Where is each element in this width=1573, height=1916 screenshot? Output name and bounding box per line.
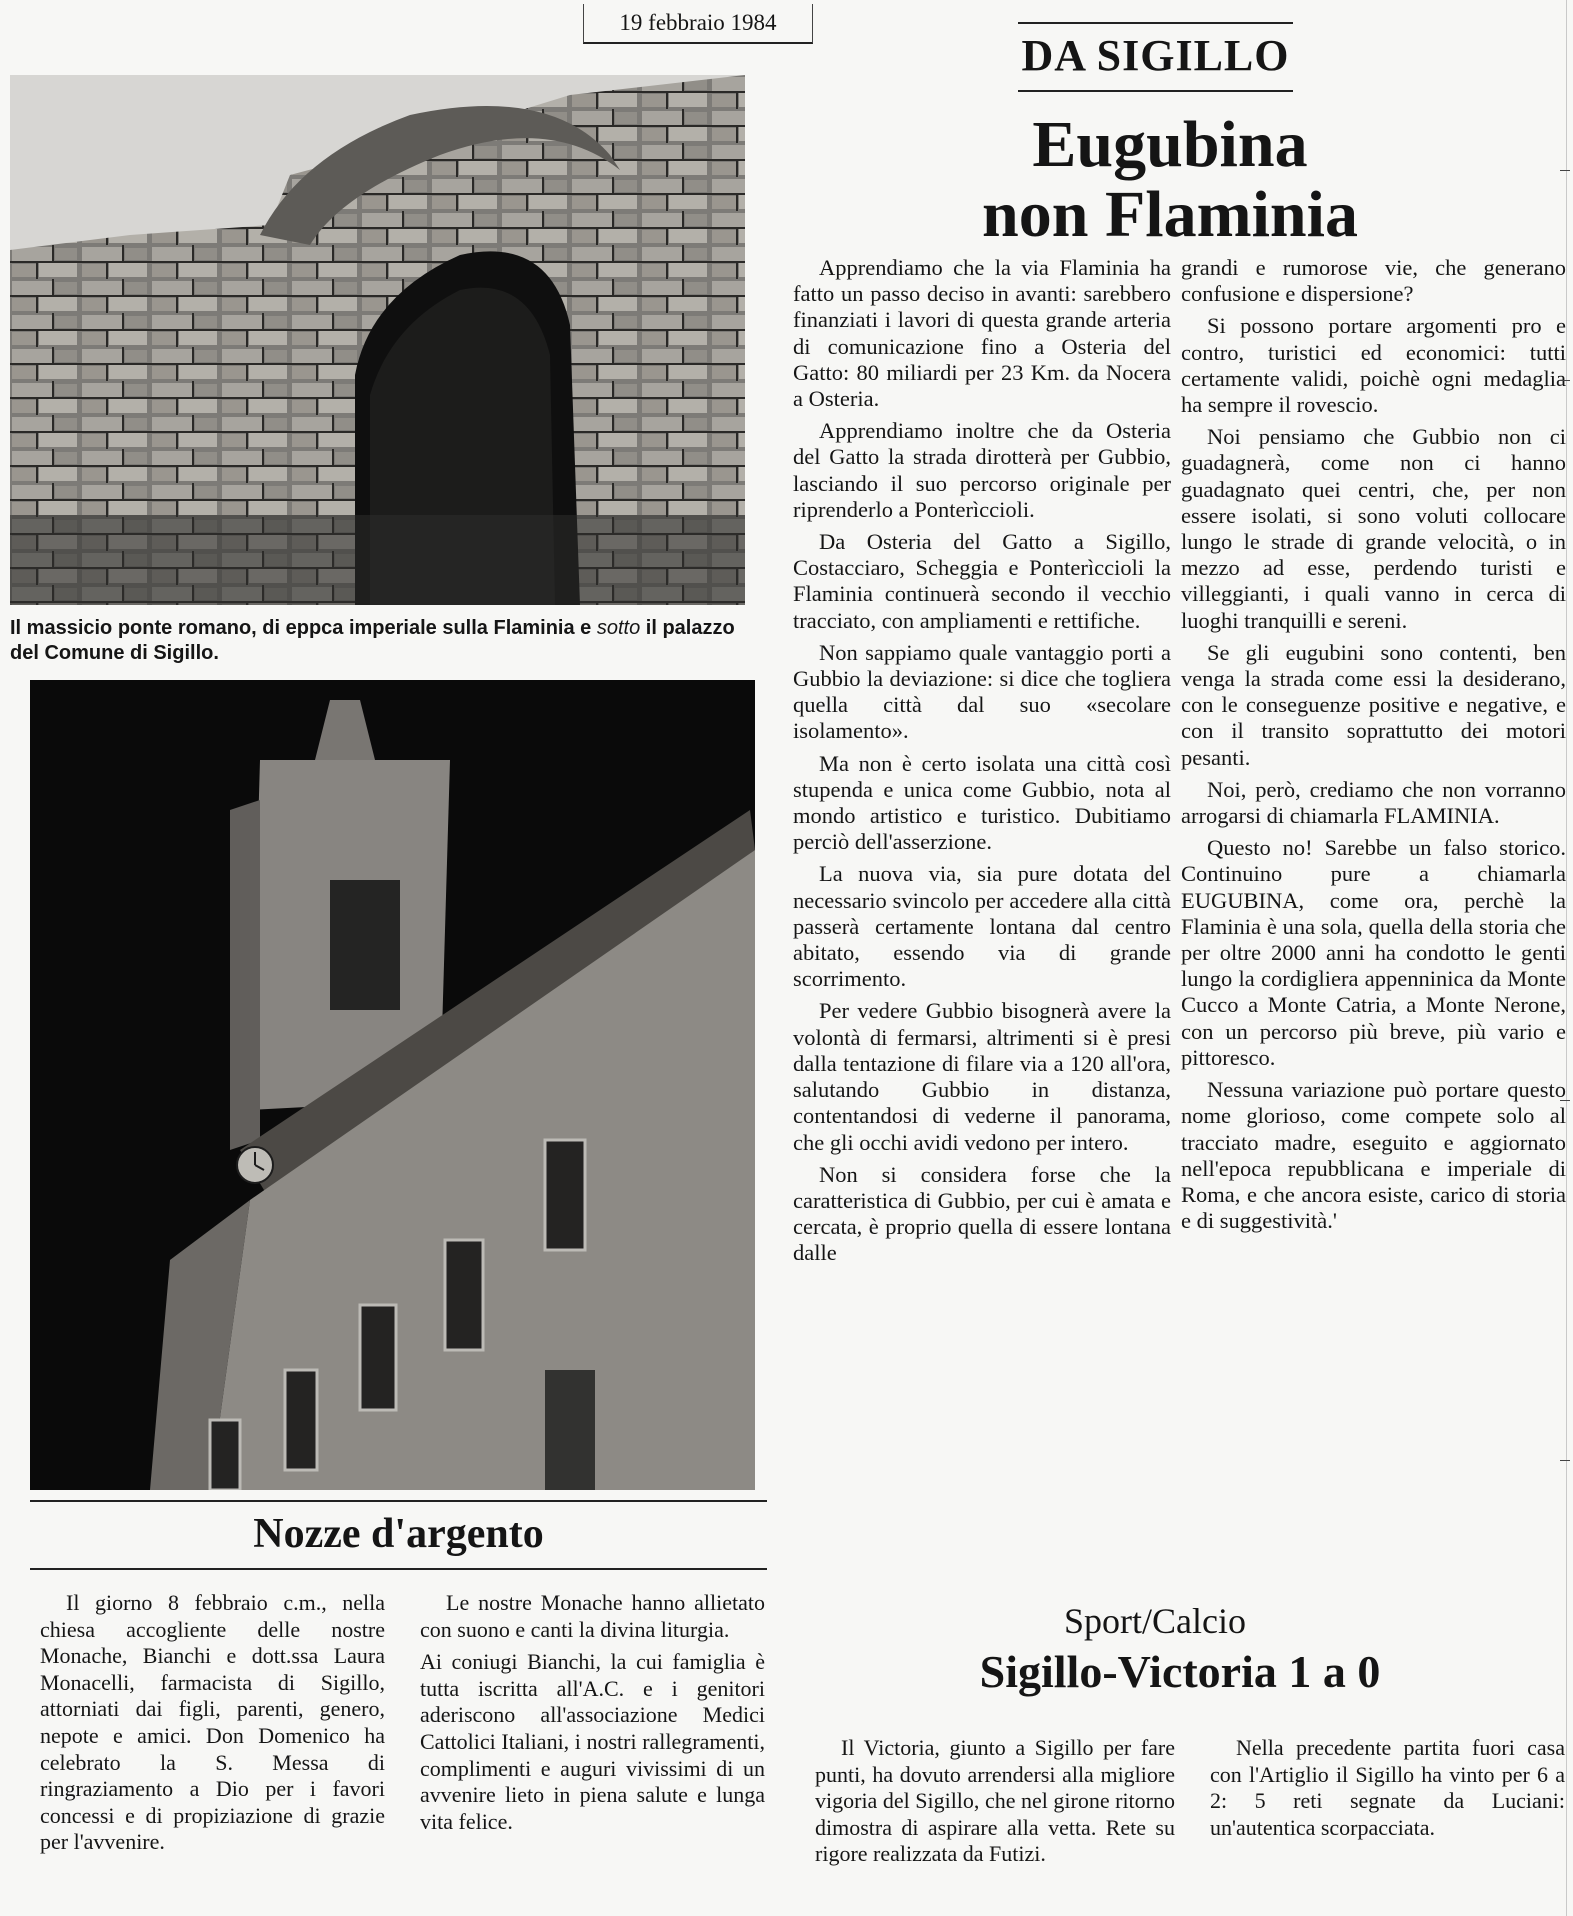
headline-line-1: Eugubina <box>1032 108 1308 181</box>
caption-text-1: Il massicio ponte romano, di eppca imperiale sulla Flaminia e <box>10 617 597 639</box>
article-paragraph: Ma non è certo isolata una città così stupenda e unica come Gubbio, nota al mondo artistico e turistico. Dubitiamo perciò dell'asserzione. <box>793 750 1171 855</box>
page-edge <box>1566 0 1567 1916</box>
headline-line-2: non Flaminia <box>982 178 1358 251</box>
sport-column-2 <box>1210 1735 1565 1847</box>
article-paragraph: Apprendiamo che la via Flaminia ha fatto un passo deciso in avanti: sarebbero finanziati i lavori di questa grande arteria di comunicazione fino a Osteria del Gatto: 80 miliardi per 23 Km. da Nocera a Osteria. <box>793 255 1171 412</box>
town-hall-image <box>30 680 755 1490</box>
article-paragraph: Per vedere Gubbio bisognerà avere la volontà di fermarsi, altrimenti si è presi dalla tentazione di filare via a 120 all'ora, salutando Gubbio in distanza, contentandosi di vederne il panorama, che gli occhi avidi vedono per intero. <box>793 998 1171 1155</box>
sport-paragraph: Il Victoria, giunto a Sigillo per fare punti, ha dovuto arrendersi alla migliore vigoria del Sigillo, che nel girone ritorno dimostra di aspirare alla vetta. Rete su rigore realizzata da Futizi. <box>815 1735 1175 1867</box>
sport-kicker: Sport/Calcio <box>1064 1601 1246 1641</box>
nozze-paragraph: Le nostre Monache hanno allietato con suono e canti la divina liturgia. <box>420 1590 765 1642</box>
caption-text-2: il palazzo del Comune di Sigillo. <box>10 617 735 664</box>
town-hall-photo <box>30 680 755 1490</box>
issue-date: 19 febbraio 1984 <box>583 4 813 44</box>
article-paragraph: Si possono portare argomenti pro e contro, turistici ed economici: tutti certamente validi, poichè ogni medaglia ha sempre il rovescio. <box>1181 313 1566 418</box>
nozze-rule-bottom <box>30 1568 767 1570</box>
nozze-paragraph: Ai coniugi Bianchi, la cui famiglia è tutta iscritta all'A.C. e i genitori aderiscono all'associazione Medici Cattolici Italiani, i nostri rallegramenti, complimenti e auguri vivissimi di un avvenire lieto in piena salute e lunga vita felice. <box>420 1649 765 1834</box>
nozze-paragraph: Il giorno 8 febbraio c.m., nella chiesa accogliente delle nostre Monache, Bianchi e dott.ssa Laura Monacelli, farmacista di Sigillo, attorniati dai figli, parenti, genero, nepote e amici. Don Domenico ha celebrato la S. Messa di ringraziamento a Dio per i favori concessi e di propiziazione di grazie per l'avvenire. <box>40 1590 385 1855</box>
article-paragraph: Apprendiamo inoltre che da Osteria del Gatto la strada dirotterà per Gubbio, lasciando il suo percorso originale per riprenderlo a Ponterìccioli. <box>793 418 1171 522</box>
article-headline <box>780 110 1560 250</box>
kicker-rule-bottom <box>1018 90 1293 92</box>
caption-italic: sotto <box>596 617 641 639</box>
photo-caption <box>10 616 755 666</box>
article-paragraph: Noi pensiamo che Gubbio non ci guadagnerà, come non ci hanno guadagnato quei centri, che, per non essere isolati, si sono voluti collocare lungo le strade di grande velocità, o in mezzo ad esse, perdendo turisti e villeggianti, i quali vanno in cerca di luoghi tranquilli e sereni. <box>1181 424 1566 633</box>
article-paragraph: Non sappiamo quale vantaggio porti a Gubbio la deviazione: si dice che togliera quella città dal suo «secolare isolamento». <box>793 639 1171 744</box>
edge-mark <box>1560 380 1570 381</box>
nozze-rule-top <box>30 1500 767 1502</box>
kicker-rule-top <box>1018 22 1293 24</box>
sport-column-1 <box>815 1735 1175 1874</box>
edge-mark <box>1560 1460 1570 1461</box>
roman-bridge-image <box>10 75 745 605</box>
article-kicker: DA SIGILLO <box>1021 31 1290 80</box>
edge-mark <box>1560 170 1570 171</box>
roman-bridge-photo <box>10 75 745 605</box>
nozze-headline: Nozze d'argento <box>253 1511 544 1557</box>
article-paragraph: Da Osteria del Gatto a Sigillo, Costacciaro, Scheggia e Ponterìccioli la Flaminia continuerà secondo il vecchio tracciato, con ampliamenti e rettifiche. <box>793 529 1171 633</box>
article-paragraph: Nessuna variazione può portare questo nome glorioso, come compete solo al tracciato madre, eseguito e aggiornato nell'epoca repubblicana e imperiale di Roma, e che ancora esiste, carico di storia e di suggestività.' <box>1181 1077 1566 1234</box>
article-paragraph: Non si considera forse che la caratteristica di Gubbio, per cui è amata e cercata, è proprio quella di essere lontana dalle <box>793 1161 1171 1266</box>
article-paragraph: Questo no! Sarebbe un falso storico. Continuino pure a chiamarla EUGUBINA, come ora, perchè la Flaminia è una sola, quella della storia che per oltre 2000 anni ha condotto le genti lungo la cordigliera appenninica da Monte Cucco a Monte Catria, a Monte Nerone, con un percorso più breve, più vario e pittoresco. <box>1181 835 1566 1070</box>
edge-mark <box>1560 1100 1570 1101</box>
article-paragraph: Noi, però, crediamo che non vorranno arrogarsi di chiamarla FLAMINIA. <box>1181 776 1566 829</box>
article-paragraph: Se gli eugubini sono contenti, ben venga la strada come essi la desiderano, con le conseguenze positive e negative, e con il transito soprattutto dei motori pesanti. <box>1181 639 1566 770</box>
article-column-1 <box>793 255 1171 1273</box>
article-paragraph: grandi e rumorose vie, che generano confusione e dispersione? <box>1181 255 1566 307</box>
article-paragraph: La nuova via, sia pure dotata del necessario svincolo per accedere alla città passerà certamente lontana dal centro abitato, essendo via di grande scorrimento. <box>793 861 1171 992</box>
nozze-column-1 <box>40 1590 385 1862</box>
sport-headline: Sigillo-Victoria 1 a 0 <box>979 1646 1381 1697</box>
sport-paragraph: Nella precedente partita fuori casa con l'Artiglio il Sigillo ha vinto per 6 a 2: 5 reti segnate da Luciani: un'autentica scorpacciata. <box>1210 1735 1565 1840</box>
article-column-2 <box>1181 255 1566 1240</box>
nozze-column-2 <box>420 1590 765 1841</box>
